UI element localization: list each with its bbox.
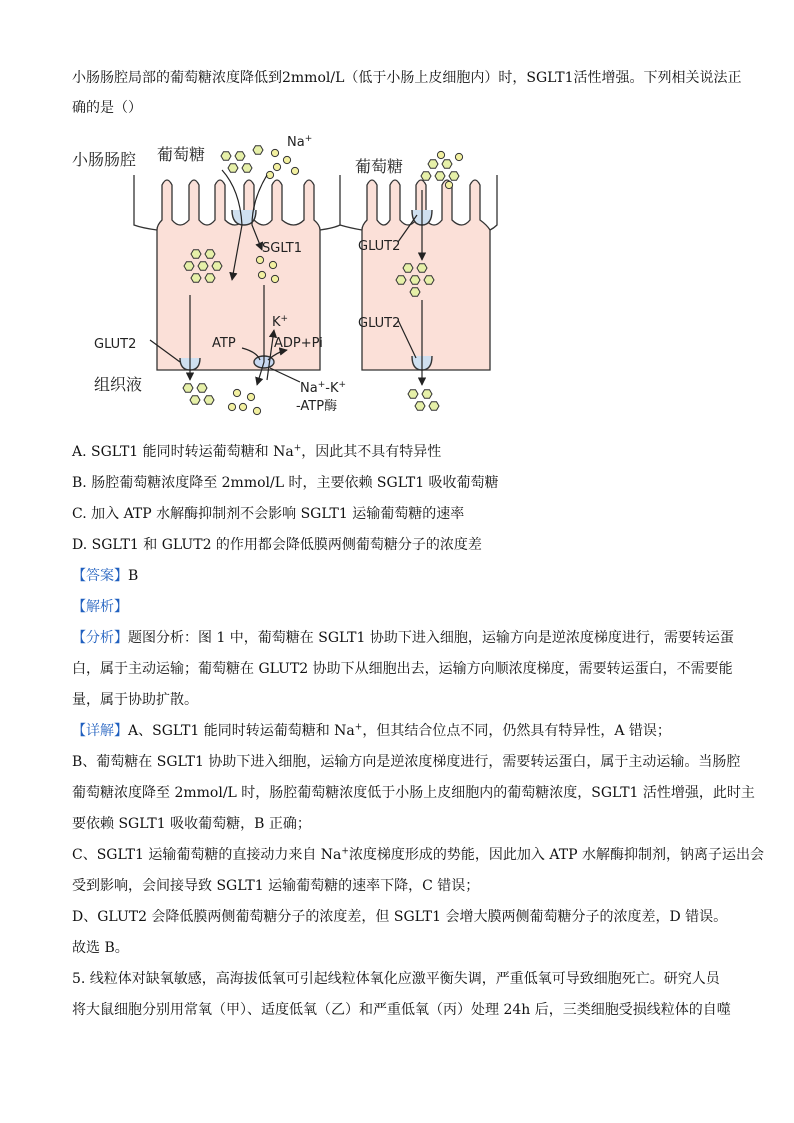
- right-cell: [362, 180, 490, 370]
- analysis-tag: 【解析】: [72, 599, 128, 615]
- fenxi-line2: 白，属于主动运输；葡萄糖在 GLUT2 协助下从细胞出去，运输方向顺浓度梯度，需要转运蛋白，不需要能: [72, 661, 733, 677]
- option-d: D. SGLT1 和 GLUT2 的作用都会降低膜两侧葡萄糖分子的浓度差: [72, 537, 482, 553]
- na-ions-lumen: [266, 149, 298, 178]
- label-na: Na+: [287, 134, 313, 150]
- xiangjie-d: D、GLUT2 会降低膜两侧葡萄糖分子的浓度差，但 SGLT1 会增大膜两侧葡萄糖分子的浓度差，D 错误。: [72, 909, 728, 925]
- answer-value: B: [128, 568, 139, 584]
- label-glut2-right-bottom: GLUT2: [358, 316, 401, 331]
- glucose-group-tissue-right: [408, 390, 439, 411]
- xiangjie-b-line2: 葡萄糖浓度降至 2mmol/L 时，肠腔葡萄糖浓度低于小肠上皮细胞内的葡萄糖浓度，SGLT1 活性增强，此时主: [72, 785, 755, 801]
- xiangjie-c-line2: 受到影响，会间接导致 SGLT1 运输葡萄糖的速率下降，C 错误；: [72, 878, 480, 894]
- label-sglt1: SGLT1: [262, 241, 302, 256]
- answer: [72, 566, 732, 586]
- xiangjie-a: 【详解】A、SGLT1 能同时转运葡萄糖和 Na+，但其结合位点不同，仍然具有特异性，A 错误；: [72, 722, 671, 739]
- glucose-group-tissue-left: [183, 384, 214, 405]
- label-glucose-left: 葡萄糖: [157, 145, 206, 164]
- label-atp: ATP: [212, 336, 236, 351]
- next-question-line1: 5. 线粒体对缺氧敏感，高海拔低氧可引起线粒体氧化应激平衡失调，严重低氧可导致细胞死亡。研究人员: [72, 971, 720, 987]
- fenxi-line1: 【分析】题图分析：图 1 中，葡萄糖在 SGLT1 协助下进入细胞，运输方向是逆浓度梯度进行，需要转运蛋: [72, 630, 734, 646]
- label-glut2-left: GLUT2: [94, 337, 137, 352]
- na-ions-tissue: [228, 389, 260, 414]
- answer-tag: 【答案】: [72, 568, 128, 584]
- next-question-line2: 将大鼠细胞分别用常氧（甲）、适度低氧（乙）和严重低氧（丙）处理 24h 后，三类细胞受损线粒体的自噬: [72, 1002, 731, 1018]
- label-adp: ADP+Pi: [274, 336, 323, 351]
- na-ions-lumen-right: [437, 151, 462, 188]
- question-stem-line2: 确的是（）: [72, 100, 142, 116]
- transport-diagram: [72, 130, 512, 430]
- label-tissue: 组织液: [94, 375, 143, 394]
- option-a: A. SGLT1 能同时转运葡萄糖和 Na+，因此其不具有特异性: [72, 443, 442, 460]
- glucose-group-lumen-left: [221, 146, 263, 173]
- label-pump-line2: -ATP酶: [296, 399, 338, 414]
- option-b: B. 肠腔葡萄糖浓度降至 2mmol/L 时，主要依赖 SGLT1 吸收葡萄糖: [72, 475, 499, 491]
- option-c: C. 加入 ATP 水解酶抑制剂不会影响 SGLT1 运输葡萄糖的速率: [72, 506, 465, 522]
- label-lumen: 小肠肠腔: [72, 150, 137, 169]
- xiangjie-b-line1: B、葡萄糖在 SGLT1 协助下进入细胞，运输方向是逆浓度梯度进行，需要转运蛋白，属于主动运输。当肠腔: [72, 754, 741, 770]
- fenxi-line3: 量，属于协助扩散。: [72, 692, 198, 708]
- label-k: K+: [272, 314, 289, 330]
- glucose-group-lumen-right: [421, 160, 459, 181]
- conclusion: 故选 B。: [72, 940, 129, 956]
- label-glut2-right-top: GLUT2: [358, 239, 401, 254]
- question-stem-line1: 小肠肠腔局部的葡萄糖浓度降低到2mmol/L（低于小肠上皮细胞内）时，SGLT1活性增强。下列相关说法正: [72, 70, 742, 86]
- label-glucose-right: 葡萄糖: [355, 157, 404, 176]
- xiangjie-c-line1: C、SGLT1 运输葡萄糖的直接动力来自 Na+浓度梯度形成的势能，因此加入 ATP 水解酶抑制剂，钠离子运出会: [72, 846, 764, 863]
- xiangjie-b-line3: 要依赖 SGLT1 吸收葡萄糖，B 正确；: [72, 816, 311, 832]
- label-pump-line1: Na+-K+: [300, 380, 347, 396]
